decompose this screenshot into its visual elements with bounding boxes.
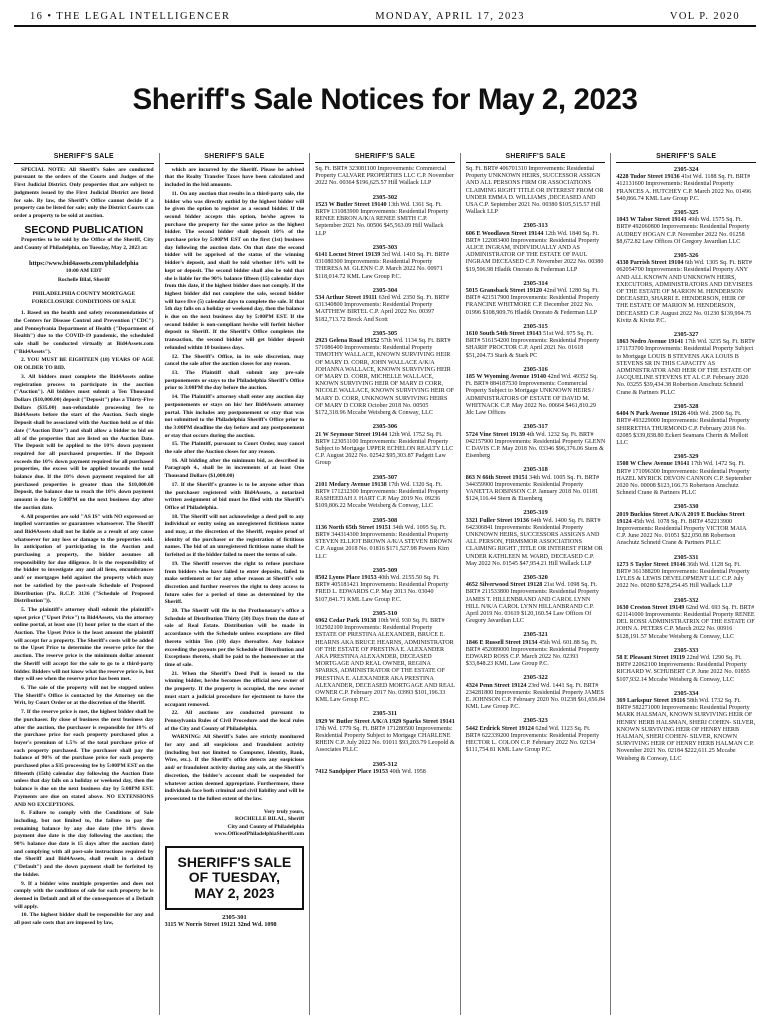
listing-item <box>315 330 455 417</box>
listing-body <box>315 769 455 776</box>
listing-body <box>315 432 455 468</box>
listing-body <box>315 719 455 755</box>
condition-paragraph: 20. The Sheriff will file in the Prothonotary's office a Schedule of Distribution Thirty (30) Days from the date of sale of Real Estate. Distribution will be made in accordance with the Schedule unless exceptions are filed thereto within Ten (10) days thereafter. Any balance exceeding the payouts per the Schedule of Distribution and Exceptions thereto, shall be paid to the homeowner at the time of sale. <box>164 608 305 668</box>
listing-id: 2305-314 <box>523 279 548 287</box>
column-3 <box>309 153 460 1015</box>
listing-details: 34th Wd. 1095 Sq. Ft. BRT# 344314300 Improvements: Residential Property STEVEN ELLIOT BROWN A/K/A STEVEN BROWN C.P. August 2018 No. 01816 $171,527.98 Powers Kirn LLC <box>315 524 453 560</box>
auction-time: 10:00 AM EDT <box>65 268 102 275</box>
column-header: SHERIFF'S SALE <box>315 153 455 163</box>
listing-details: 64th Wd. 1400 Sq. Ft. BRT# 642306841 Improvements: Residential Property UNKNOWN HEIRS, SUCCESSORS ASSIGNS AND ALL PERSON, FIRMSMOR ASSOCIATIONS CLAIMING RIGHT ,TITLE OR INTEREST FIRM OR UNDER KATHLEEN M. WARD, DECEASED C.P. May 2022 No. 01545 $47,954.21 Hill Wallack LLP <box>465 517 603 567</box>
condition-paragraph: 21. When the Sheriff's Deed Poll is issued to the winning bidder, he/she becomes the official new owner of the property. If the property is occupied, the new owner must start a judicial procedure for ejectment to have the occupant removed. <box>164 670 305 708</box>
listing-id: 2305-317 <box>523 423 548 431</box>
sale-date-box <box>165 846 305 911</box>
condition-paragraph: 3. All bidders must complete the Bid4Assets online registration process to participate in the auction ("Auction"). All bidders must submit a Ten Thousand Dollars ($10,000.00) deposit ("Deposit") plus a Thirty-Five Dollars ($35.00) non-refundable processing fee to Bid4Assets before the start of the Auction. Such single Deposit shall be associated with the Auction held as of this date ("Auction Date") and shall allow a bidder to bid on all of the properties that are listed on the Auction Date. The Deposit will be applied to the 10% down payment required for all purchased properties. If the Deposit exceeds the 10% down payment required for all purchased properties, the excess will be applied towards the total balance due. If the 10% down payment required for all purchased properties is greater than the $10,000.00 Deposit, the balance due to reach the 10% down payment amount is due by 5:00PM on the next business day after the auction date. <box>14 373 154 511</box>
page-title: Sheriff's Sale Notices for May 2, 2023 <box>132 83 638 116</box>
listing-details: 17th Wd. 1779 Sq. Ft. BRT# 171280500 Improvements: Residential Property Subject to Mortgage CHARLENE RHEIN C.P. July 2022 No. 01011 $93,203.79 Leopold & Associates PLLC <box>315 725 455 754</box>
listing-address: 5015 Gransback Street 19120 <box>465 288 543 295</box>
auction-url[interactable]: https://www.bid4assets.com/philadelphia <box>29 259 139 267</box>
condition-paragraph: 4. All properties are sold "AS IS" with NO expressed or implied warranties or guarantees whatsoever. The Sheriff and Bid4Assets shall not be liable as a result of any cause whatsoever for any loss or damage to the properties sold. In anticipation of participating in the Auction and purchasing a property, the bidder assumes all responsibility for due diligence. It is the responsibility of the bidder to investigate any and all liens, encumbrances and/ or mortgages held against the property which may not be satisfied by the post-sale Schedule of Proposed Distribution (Pa. R.C.P. 3136 ("Schedule of Proposed Distribution")). <box>14 513 154 605</box>
listing-id: 2305-333 <box>673 646 699 654</box>
listing-item <box>315 166 455 188</box>
listing-address: 8502 Lyons Place 19153 <box>315 574 377 581</box>
listings-column-3 <box>315 166 455 776</box>
condition-paragraph: 13. The Plaintiff shall submit any pre-sale postponements or stays to the Philadelphia Sheriff's Office prior to 3:00PM the day before the auction. <box>164 369 305 392</box>
listing-item <box>315 517 455 561</box>
listing-details: 32nd Wd. 1098 <box>237 922 277 929</box>
page-header <box>14 0 756 27</box>
column-header: SHERIFF'S SALE <box>14 153 154 164</box>
listing-item <box>315 474 455 511</box>
listing-details: 12th Wd. 1752 Sq. Ft. BRT# 123051100 Improvements: Residential Property Subject to Mortgage UPPER ECHELON REALTY LLC C.P. August 2022 No. 02542 $95,303.87 Padgett Law Group <box>315 431 454 467</box>
condition-paragraph: 1. Based on the health and safety recommendations of the Centers for Disease Control and Prevention ("CDC") and Pennsylvania Department of Health ("Department of Health") due to the COVID-19 pandemic, the scheduled sale shall be conducted virtually at Bid4Assets.com ("Bid4Assets"). <box>14 310 154 355</box>
listing-item <box>616 209 756 246</box>
listing-address: 58 E Pleasant Street 19119 <box>616 654 685 661</box>
listing-item <box>466 631 606 668</box>
listing-body <box>315 166 455 188</box>
listings-column-5 <box>616 166 756 763</box>
listing-body <box>466 683 606 712</box>
condition-paragraph: 16. All bidding after the minimum bid, as described in Paragraph 4., shall be in increments of at least One Thousand Dollars ($1,000.00) <box>164 457 305 480</box>
listing-details: 17th Wd. 3235 Sq. Ft. BRT# 171173700 Improvements: Residential Property Subject to Mortgage LOUIS B STEVENS AKA LOUIS B STEVENS SR IN THIS CAPACITY AS ADMINISTRATOR AND HEIR OF THE ESTATE OF JACQUELINE STEVENS ET AL C.P. February 2020 No. 03255 $39,434.38 Robertson Anschutz Schneid Crane & Partners PLLC <box>616 339 755 396</box>
listing-item <box>466 466 606 503</box>
listing-id: 2305-301 <box>222 914 247 922</box>
listing-body <box>466 726 606 755</box>
condition-paragraph: 7. If the reserve price is met, the highest bidder shall be the purchaser. By close of business the next business day after the auction, the purchaser is responsible for 10% of the purchase price for each property purchased plus a buyer's premium of 1.5% of the total purchase price of each property purchased. The purchaser shall pay the balance of 90% of the purchase price for each property purchased plus a $35 processing fee by 5:00PM EST on the fifteenth (15th) calendar day following the Auction Date unless that day falls on a holiday or weekend day, then the balance is due on the next business day by 5:00PM EST. Payments are due on stated above. NO EXTENSIONS AND NO EXCEPTIONS. <box>14 709 154 808</box>
listing-item <box>466 674 606 711</box>
listing-address: 606 E Woodlawn Street 19144 <box>465 230 544 237</box>
listing-address: 4228 Tudor Street 19136 <box>616 174 680 181</box>
sale-box-line: MAY 2, 2023 <box>194 884 275 901</box>
listing-address: 4338 Parrish Street 19104 <box>616 260 684 267</box>
listing-details: 17th Wd. 1472 Sq. Ft. BRT# 171096300 Improvements: Residential Property HAZEL MYRICK DEVON CANNON C.P. September 2020 No. 00008 $123,166.73 Robertson Anschutz Schneid Crane & Partners PLLC <box>616 461 752 497</box>
listing-item <box>616 503 756 547</box>
listing-address: 534 Arthur Street 19111 <box>315 295 378 302</box>
listing-id: 2305-311 <box>372 710 398 718</box>
listing-address: 2923 Gelena Road 19152 <box>315 338 380 345</box>
listing-address: 1136 North 65th Street 19151 <box>315 524 391 531</box>
listing-body <box>616 411 756 447</box>
signature-line: Very truly yours, <box>263 808 305 815</box>
column-4 <box>460 153 611 1015</box>
listing-id: 2305-304 <box>372 286 398 294</box>
sale-intro: Properties to be sold by the Office of the Sheriff, City and County of Philadelphia, on Tuesday, May 2, 2023 at: <box>14 237 154 252</box>
listing-body <box>616 698 756 763</box>
listing-details: 45th Wd. 601.88 Sq. Ft. BRT# 452089000 Improvements: Residential Property EDWARD ROSS C.P. March 2022 No. 02393 $33,848.23 KML Law Group P.C. <box>465 639 600 668</box>
listing-id: 2305-315 <box>523 322 548 330</box>
sale-box-line: OF TUESDAY, <box>188 869 281 886</box>
listing-id: 2305-319 <box>523 509 548 517</box>
listing-item <box>466 323 606 360</box>
listing-details: 62nd Wd. 693 Sq. Ft. BRT# 621141000 Improvements: Residential Property RENEE DEL ROSSI ADMINISTRATRIX OF THE ESTATE OF JOHN A. PETERS C.P. March 2022 No. 00916 $128,191.57 Mccabe Weisberg & Conway, LLC <box>616 604 755 640</box>
second-publication-heading: SECOND PUBLICATION <box>24 223 144 236</box>
special-note: SPECIAL NOTE: All Sheriff's Sales are conducted pursuant to the orders of the Courts and Judges of the First Judicial District. Only properties that are subject to judgments issued by the First Judicial District are listed for sale. By law, the Sheriff's Office cannot decide if a property can be listed for sale; only the District Courts can order a property to be sold at auction. <box>14 166 154 219</box>
listing-item <box>315 194 455 238</box>
listing-details: 4th Wd. 1232 Sq. Ft. BRT# 042157900 Improvements: Residential Property GLENN C DAVIS C.P. May 2018 No. 03346 $96,376.06 Stern & Eisenberg <box>465 431 606 460</box>
listing-body <box>466 374 606 417</box>
listings-column-4 <box>466 166 606 754</box>
listing-address: 3321 Fuller Street 19136 <box>465 517 530 524</box>
listing-id: 2305-322 <box>523 674 548 682</box>
listing-id: 2305-307 <box>372 473 398 481</box>
listing-item <box>616 690 756 763</box>
listing-id: 2305-313 <box>523 222 548 230</box>
header-page-label: 16 • THE LEGAL INTELLIGENCER <box>30 11 231 22</box>
header-volume: VOL P. 2020 <box>669 11 740 22</box>
listing-details: 12th Wd. 1840 Sq. Ft. BRT# 122083400 Improvements: Residential Property ALICE INGRAM, INDIVIDUALLY AND AS ADMINISTRATOR OF THE ESTATE OF PAUL INGRAM DECEASED C.P. November 2022 No. 00380 $19,596.98 Hladik Onorato & Federman LLP <box>465 230 604 273</box>
listing-item <box>616 453 756 497</box>
listing-id: 2305-316 <box>523 365 548 373</box>
listing-details: 62nd Wd. 1123 Sq. Ft. BRT# 622339200 Improvements: Residential Property HECTOR L. COLON C.P. February 2022 No. 02134 $111,754.81 KML Law Group P.C. <box>465 725 600 754</box>
columns <box>14 153 756 1015</box>
listing-details: 34th Wd. 1005 Sq. Ft. BRT# 344359900 Improvements: Residential Property VANETTA ROBINSON C.P. January 2018 No. 01181 $124,116.44 Stern & Eisenberg <box>465 474 600 503</box>
listing-address: 5724 Vine Street 19139 <box>465 431 526 438</box>
listing-address: 6141 Locust Street 19139 <box>315 252 381 259</box>
listing-address: 3115 W Norris Street 19121 <box>164 922 237 929</box>
listing-item <box>466 574 606 625</box>
listing-item <box>466 280 606 317</box>
listing-body <box>315 295 455 324</box>
conditions-list-1 <box>14 310 154 928</box>
listing-details: 17th Wd. 1320 Sq. Ft. BRT# 171232300 Improvements: Residential Property RASHEEDAH J. HART C.P. May 2019 No. 09236 $109,806.22 Mccabe Weisberg & Conway, LLC <box>315 481 449 510</box>
listing-body <box>315 252 455 281</box>
listing-details: 49th Wd. 2900 Sq. Ft. BRT# 493229000 Improvements: Residential Property SHIRRETHA THURMOND C.P. February 2018 No. 02085 $339,838.80 Eckert Seamans Cherin & Mellott LLC <box>616 411 750 446</box>
condition-paragraph: 18. The Sheriff will not acknowledge a deed poll to any individual or entity using an unregistered fictitious name and may, at the discretion of the Sheriff, require proof of identity of the purchaser or the registration of fictitious names. The bid of an unregistered fictitious name shall be forfeited as if the bidder failed to meet the terms of sale. <box>164 513 305 559</box>
listing-item <box>616 647 756 684</box>
listing-item <box>616 554 756 591</box>
listing-item <box>315 761 455 776</box>
signature-line: City and County of Philadelphia <box>227 823 305 830</box>
first-listing <box>165 914 305 929</box>
listing-address: 6404 N Park Avenue 19126 <box>616 411 687 418</box>
listing-body <box>616 461 756 497</box>
signature-block <box>165 809 305 839</box>
listing-details: 63rd Wd. 2350 Sq. Ft. BRT# 631340800 Improvements: Residential Property MATTHEW BIRTEL C.P. April 2022 No. 00397 $182,713.72 Brock And Scott <box>315 295 449 323</box>
column-1 <box>14 153 159 1015</box>
condition-paragraph: 14. The Plaintiff's attorney shall enter any auction day postponements or stays on his/ her Bid4Assets attorney portal. This includes any postponement or stay that was not submitted to the Philadelphia Sheriff's Office prior to the 3:00PM deadline the day before and any postponement or stay that occurs during the auction. <box>164 394 305 439</box>
listing-id: 2305-329 <box>673 453 699 461</box>
listing-address: 1523 W Butler Street 19140 <box>315 201 387 208</box>
condition-paragraph: 6. The sale of the property will not be stopped unless The Sheriff's Office is contacted by the Attorney on the Writ, by Court Order or at the discretion of the Sheriff. <box>14 685 154 707</box>
column-header: SHERIFF'S SALE <box>616 153 756 163</box>
listing-id: 2305-325 <box>673 209 699 217</box>
condition-paragraph: 19. The Sheriff reserves the right to refuse purchase from bidders who have failed to enter deposits, failed to make settlement or for any other reason at Sheriff's sole discretion and further reserves the right to deny access to future sales for a period of time as determined by the Sheriff. <box>164 560 305 606</box>
listing-id: 2305-327 <box>673 331 699 339</box>
condition-paragraph: 5. The plaintiff's attorney shall submit the plaintiff's upset price ("Upset Price") to Bid4Assets, via the attorney online portal, at least one (1) hour prior to the start of the Auction. The Upset Price is the least amount the plaintiff will accept for a property. The Sheriff's costs will be added to the Upset Price to determine the reserve price for the auction. The reserve price is the minimum dollar amount the Sheriff will accept for the sale to go to a third-party bidder. Bidders will not know what the reserve price is, but they will see when the reserve price has been met. <box>14 606 154 683</box>
condition-paragraph: 2. YOU MUST BE EIGHTEEN (18) YEARS OF AGE OR OLDER TO BID. <box>14 357 154 372</box>
listing-item <box>616 597 756 641</box>
listing-id: 2305-332 <box>673 596 699 604</box>
listing-body <box>616 512 756 548</box>
listing-details: 40th Wd. 2155.50 Sq. Ft. BRT# 405181421 Improvements: Residential Property FRED L. EDWARDS C.P. May 2013 No. 03040 $107,841.71 KML Law Group P.C. <box>315 574 449 603</box>
listing-item <box>616 252 756 325</box>
listing-details: 42nd Wd. 1280 Sq. Ft. BRT# 421517900 Improvements: Residential Property FRANCINE WHITMORE C.P. December 2022 No. 01996 $108,909.76 Hladik Onorato & Federman LLP <box>465 288 600 316</box>
listing-details: 45th Wd. 1078 Sq. Ft. BRT# 452213900 Improvements: Residential Property VICTOR MAIA C.P. June 2022 No. 01051 $22,050.88 Robertson Anschutz Schneid Crane & Partners PLLC <box>616 518 747 547</box>
listing-address: 1863 Nedro Avenue 19141 <box>616 339 684 346</box>
listing-details: 10th Wd. 930 Sq. Ft. BRT# 102502100 Improvements: Residential Property ESTATE OF PRESTINA ALEXANDER, BRUCE E. HEARNS AKA BRUCE HEARNS, ADMINISTRATOR OF THE ESTATE OF PRESTINA E. ALEXANDER AKA PRESTINA ALEXANDER, DECEASED MORTGAGE AND REAL OWNER, REGINA SPARKS, ADMINISTRATOR OF THE ESTATE OF PRESTINA E. ALEXANDER AKA PRESTINA ALEXANDER, DECEASED MORTGAGE AND REAL OWNER C.P. February 2017 No. 03993 $101,196.33 KML Law Group P.C. <box>315 617 455 704</box>
column-header: SHERIFF'S SALE <box>466 153 606 163</box>
listing-body <box>466 475 606 504</box>
signature-line: www.OfficeofPhiladelphiaSheriff.com <box>214 831 305 838</box>
condition-paragraph: which are incurred by the Sheriff. Please be advised that the Realty Transfer Taxes have been calculated and included in the bid amounts. <box>164 166 305 189</box>
listing-details: 49th Wd. 1575 Sq. Ft. BRT# 492060800 Improvements: Residential Property AUDREY HOGAN C.P. November 2022 No. 01258 $8,672.82 Law Offices Of Gregory Javardian LLC <box>616 217 750 245</box>
listing-details: 51st Wd. 975 Sq. Ft. BRT# 516154200 Improvements: Residential Property SHARIF PROCTOR C.P. April 2021 No. 01618 $51,204.73 Stark & Stark PC <box>465 331 600 359</box>
listing-item <box>616 331 756 397</box>
condition-paragraph: 9. If a bidder wins multiple properties and does not comply with the conditions of sale for each property he is deemed in Default and all of the consequences of a Default will apply. <box>14 880 154 910</box>
listing-item <box>466 222 606 273</box>
listing-details: Sq. Ft. BRT# 406701310 Improvements: Residential Property UNKNOWN HEIRS, SUCCESSOR ASSIGN AND ALL PERSONS FIRM OR ASSOCIATIONS CLAIMING RIGHT TITLE OR INTEREST FROM OR UNDER EMMA D. WILLIAMS ,DECEASED AND USA C.P. September 2021 No. 00380 $105,515.57 Hill Wallack LLP <box>465 166 604 216</box>
listing-body <box>466 518 606 568</box>
listing-item <box>466 166 606 216</box>
condition-paragraph: 22. All auctions are conducted pursuant to Pennsylvania Rules of Civil Procedure and the local rules of the City and County of Philadelphia. <box>164 710 305 732</box>
listing-id: 2305-334 <box>673 689 699 697</box>
listing-body <box>616 655 756 684</box>
listing-item <box>315 244 455 281</box>
listing-id: 2305-305 <box>372 329 398 337</box>
listing-address: 2101 Medary Avenue 19138 <box>315 481 387 488</box>
listing-id: 2305-302 <box>372 193 398 201</box>
listing-id: 2305-330 <box>673 503 699 511</box>
listing-id: 2305-310 <box>372 609 398 617</box>
listing-details: 3rd Wd. 1410 Sq. Ft. BRT# 031080300 Improvements: Residential Property THERESA M. GLENN C.P. March 2022 No. 00971 $118,014.72 KML Law Group P.C. <box>315 252 450 280</box>
listing-address: 1929 W Butler Street A/K/A 1929 Sparks Street 19141 <box>315 718 455 725</box>
listing-id: 2305-308 <box>372 516 398 524</box>
listing-address: 7412 Sandpiper Place 19153 <box>315 768 389 775</box>
listing-id: 2305-331 <box>673 553 699 561</box>
listing-id: 2305-309 <box>372 566 398 574</box>
listing-id: 2305-312 <box>372 760 398 768</box>
listing-item <box>315 287 455 324</box>
listing-body <box>466 331 606 360</box>
listing-address: 1508 W Chew Avenue 19141 <box>616 461 690 468</box>
sale-box-line: SHERIFF'S SALE <box>177 853 292 870</box>
listing-address: 1043 W Tabor Street 19141 <box>616 217 687 224</box>
listing-body <box>616 562 756 591</box>
listing-address: 1846 E Russell Street 19134 <box>465 639 538 646</box>
listing-address: 1273 S Taylor Street 19146 <box>616 561 686 568</box>
condition-paragraph: 12. The Sheriff's Office, in its sole discretion, may cancel the sale after the auction closes for any reason. <box>164 353 305 368</box>
signature-line: ROCHELLE BILAL, Sheriff <box>234 816 305 823</box>
listing-address: 5442 Erdrick Street 19124 <box>465 725 534 732</box>
listing-id: 2305-318 <box>523 466 548 474</box>
listing-body <box>466 231 606 274</box>
listing-address: 4652 Silverwood Street 19128 <box>465 582 543 589</box>
listing-body <box>616 174 756 203</box>
condition-paragraph: 10. The highest bidder shall be responsible for any and all post sale costs that are imposed by law, <box>14 912 154 927</box>
condition-paragraph: 11. On any auction that results in a third-party sale, the bidder who was directly outbid by the highest bidder will be given the option to register as a second bidder. If the second bidder accepts this option, he/she agrees to purchase the property for the same price as the highest bidder. The second bidder shall deposit 10% of the purchase price by 5:00PM EST on the first (1st) business day following the auction date. On that date the second bidder will be apprised of the status of the winning bidder's deposit, and shall be told whether 10% will be kept or deposit. The second bidder shall also be told that she is liable for the 90% balance fifteen (15) calendar days from this date, if the highest bidder does not comply. If the highest bidder did not complete the sale, second bidder will have five (5) calendar days to complete the sale. If that 5th day falls on a holiday or weekend day, then the balance is due on the next business day by 5:00PM EST. If the second bidder is non-compliant he/she will forfeit his/her deposit to Sheriff. If the Sheriff's Office completes the transaction, the second bidder will get bidder deposit refunded within 10 business days. <box>164 190 305 351</box>
listing-item <box>466 717 606 754</box>
listing-id: 2305-321 <box>523 631 548 639</box>
listing-item <box>616 166 756 203</box>
listing-item <box>616 403 756 447</box>
listing-item <box>466 423 606 460</box>
listing-body <box>616 605 756 641</box>
listing-body <box>315 338 455 417</box>
listing-details: 40th Wd. 1958 <box>389 768 426 775</box>
listing-body <box>315 525 455 561</box>
listing-details: 13th Wd. 1361 Sq. Ft. BRT# 131083900 Improvements: Residential Property RENEE EBRON A/K/A RENEE SMITH C.P. September 2021 No. 00506 $45,563.09 Hill Wallack LLP <box>315 201 449 237</box>
conditions-list-2 <box>165 167 305 804</box>
listing-address: 21 W Seymour Street 19144 <box>315 431 388 438</box>
listing-id: 2305-303 <box>372 243 398 251</box>
listing-id: 2305-324 <box>673 166 699 173</box>
listing-body <box>466 166 606 216</box>
condition-paragraph: 8. Failure to comply with the Conditions of Sale including, but not limited to, the failure to pay the remaining balance by any due date (the 10% down payment due date is the day following the auction; the 90% balance due date is 15 days after the auction date) and complying with all post-sale instructions required by the Sheriff and Bid4Assets, shall result in a default ("Default") and the down payment shall be forfeited by the bidder. <box>14 810 154 878</box>
listing-body <box>466 288 606 317</box>
listing-id: 2305-328 <box>673 402 699 410</box>
condition-paragraph: 15. The Plaintiff, pursuant to Court Order, may cancel the sale after the Auction closes for any reason. <box>164 441 305 456</box>
listing-body <box>466 582 606 625</box>
listing-item <box>315 610 455 705</box>
listing-address: 4324 Penn Street 19124 <box>465 682 527 689</box>
conditions-heading: PHILADELPHIA COUNTY MORTGAGE FORECLOSURE CONDITIONS OF SALE <box>31 290 136 305</box>
listing-details: 23rd Wd. 1441 Sq. Ft. BRT# 234281800 Improvements: Residential Property JAMES E. JOHNSON C.P. February 2020 No. 01238 $61,656.84 KML Law Group P.C. <box>465 682 606 711</box>
listing-id: 2305-326 <box>673 252 699 260</box>
listing-item <box>315 567 455 604</box>
listing-id: 2305-306 <box>372 423 398 431</box>
listing-details: 58th Wd. 1732 Sq. Ft. BRT# 582271000 Improvements: Residential Property MARK HALSMAN, KNOWN SURVIVING HEIR OF HENRY HERB HALSMAN, SHERI COHEN- SILVER, KNOWN SURVIVING HEIR OF HENRY HERB HALMAN, SHERI COHEN- SILVER, KNOWN SURVIVING HEIR OF HENRY HERB HALMAN C.P. November 2021 No. 02184 $222,611.25 Mccabe Weisberg & Conway, LLC <box>616 698 756 762</box>
listing-address: 1630 Creston Street 19149 <box>616 604 685 611</box>
condition-paragraph: 17. If the Sheriff's grantee is to be anyone other than the purchaser registered with Bid4Assets, a notarized written assignment of bid must be filed with the Sheriff's Office of Philadelphia. <box>164 481 305 511</box>
listing-item <box>466 509 606 568</box>
listing-item <box>315 710 455 754</box>
listing-details: Sq. Ft. BRT# 323081100 Improvements: Commercial Property CALVARE PROPERTIES LLC C.P. November 2022 No. 00364 $196,625.57 Hill Wallack LLP <box>315 166 454 187</box>
listing-address: 2019 Buckius Street A/K/A 2019 E Buckius Street 19124 <box>616 511 745 525</box>
listing-details: 42nd Wd. 49352 Sq. Ft. BRT# 884187530 Improvements: Commercial Property Subject to Mortgage UNKNOWN HEIRS / ADMINISTRATORS OF ESTATE OF DAVID M. WHITNACK C.P. May 2022 No. 00664 $461,810.29 Jdc Law Offices <box>465 374 598 417</box>
listing-address: 6962 Cedar Park 19138 <box>315 617 377 624</box>
listing-body <box>616 339 756 397</box>
listing-address: 1610 South 54th Street 19143 <box>465 331 542 338</box>
condition-paragraph: WARNING: All Sheriff's Sales are strictly monitored for any and all suspicious and fraudulent activity (including but not limited to Computer, Identity, Bank, Wire, etc.). If the Sheriff's office detects any suspicious and/ or fraudulent activity during any sale, at the Sheriff's discretion, the bidder's account shall be suspended for whatever action deemed appropriate. Furthermore, those individuals face both criminal and civil liability and will be prosecuted to the fullest extent of the law. <box>164 734 305 802</box>
listing-details: 21st Wd. 1098 Sq. Ft. BRT# 211533800 Improvements: Residential Property JAMES T. HILLENBRAND AND CAROL LYNN HILL N/K/A CAROL LYNN HILLANBRAND C.P. April 2019 No. 03619 $120,160.54 Law Offices Of Gregory Javardian LLC <box>465 582 599 625</box>
column-2 <box>159 153 310 1015</box>
listing-details: 36th Wd. 1128 Sq. Ft. BRT# 361388200 Improvements: Residential Property LYLES & LEWIS DEVELOPMENT LLC C.P. July 2022 No. 00280 $278,254.45 Hill Wallack LLP <box>616 561 750 590</box>
listing-id: 2305-320 <box>523 573 548 581</box>
header-date: MONDAY, APRIL 17, 2023 <box>375 11 525 22</box>
listing-details: 57th Wd. 1134 Sq. Ft. BRT# 571086400 Improvements: Residential Property TIMOTHY WALLACE, KNOWN SURVIVING HEIR OF MARY D. CORR, JOHN WALLACE A/K/A JOHANNA WALLACE, KNOWN SURVIVING HEIR OF MARY D. CORR, MICHELLE WALLACE, KNOWN SURVIVING HEIR OF MARY D CORR, NICOLE WALLACE, KNOWN SURVIVING HEIR OF MARY D. CORR, UNKNOWN SURVIVING HEIRS OF MARY D CORR October 2018 No. 00505 $172,318.96 Mccabe Weisberg & Conway, LLC <box>315 338 455 417</box>
column-header: SHERIFF'S SALE <box>165 153 305 164</box>
listing-body <box>616 217 756 246</box>
listing-body <box>466 640 606 669</box>
listing-body <box>315 482 455 511</box>
listing-item <box>466 366 606 417</box>
column-5 <box>610 153 756 1015</box>
listing-address: 185 W Wyoming Avenue 19140 <box>465 374 547 381</box>
listing-details: 6th Wd. 1305 Sq. Ft. BRT# 062054700 Improvements: Residential Property ANY AND ALL KNOWN AND UNKNOWN HEIRS, EXECUTORS, ADMINISTRATORS AND DEVISEES OF THE ESTATE OF MARION M. HENDERSON DECEASED, SHARRI E. HENDERSON, HEIR OF THE ESTATE OF MARION M. HENDERSON, DECEASED C.P. August 2022 No. 01230 $139,994.75 Kivitz & Kivitz P.C. <box>616 260 753 324</box>
listing-details: 41st Wd. 1188 Sq. Ft. BRT# 412131600 Improvements: Residential Property FRANCES A. HUTCHEY C.P. March 2022 No. 01496 $40,866.74 KML Law Group P.C. <box>616 174 752 202</box>
listing-address: 863 N 66th Street 19151 <box>465 474 528 481</box>
listing-item <box>315 423 455 467</box>
listing-body <box>315 618 455 704</box>
listing-details: 22nd Wd. 1290 Sq. Ft. BRT# 22062100 Improvements: Residential Property RICHARD W. SCHUBERT C.P. June 2022 No. 01855 $107,932.14 Mccabe Weisberg & Conway, LLC <box>616 654 750 683</box>
sheriff-name: Rochelle Bilal, Sheriff <box>57 277 110 284</box>
listing-body <box>466 432 606 461</box>
listing-body <box>315 575 455 604</box>
listing-address: 369 Larkspur Street 19116 <box>616 698 686 704</box>
listing-id: 2305-323 <box>523 717 548 725</box>
listing-body <box>616 260 756 325</box>
listing-body <box>315 202 455 238</box>
